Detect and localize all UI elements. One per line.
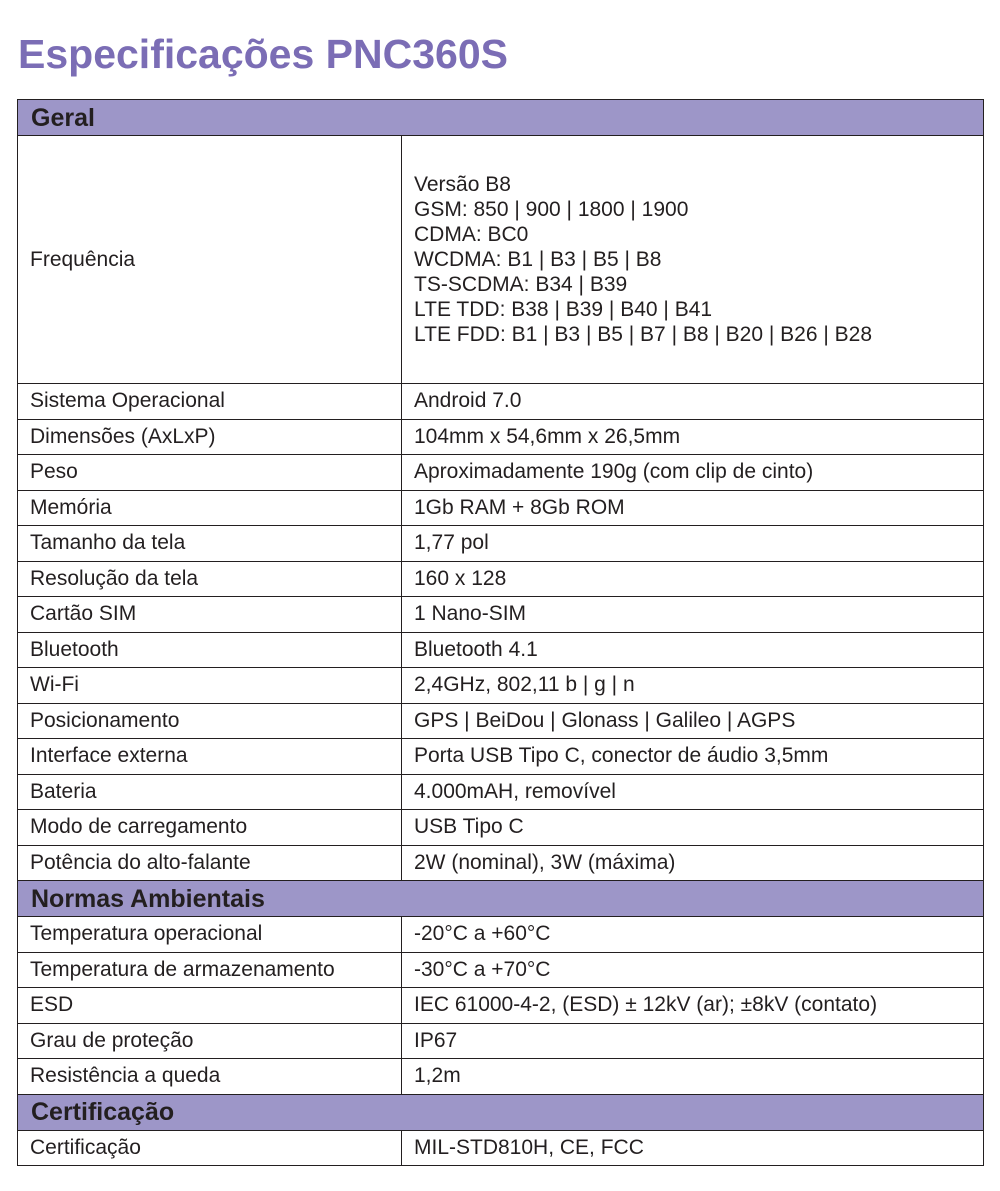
spec-label: Memória [18,490,402,526]
spec-table [17,99,984,1166]
spec-value: IEC 61000-4-2, (ESD) ± 12kV (ar); ±8kV (contato) [402,988,984,1024]
spec-value: 1,2m [402,1059,984,1095]
spec-label: Modo de carregamento [18,810,402,846]
frequency-item: LTE FDD: B1 | B3 | B5 | B7 | B8 | B20 | B26 | B28 [414,323,873,346]
frequency-item: LTE TDD: B38 | B39 | B40 | B41 [414,298,713,321]
spec-label: Bluetooth [18,632,402,668]
spec-value: Aproximadamente 190g (com clip de cinto) [402,455,984,491]
section-header-geral [18,100,984,136]
spec-row-frequencia [18,136,984,384]
spec-label: Frequência [18,136,402,384]
spec-row [18,597,984,633]
spec-label: Certificação [18,1130,402,1166]
spec-row [18,526,984,562]
spec-row [18,917,984,953]
spec-label: Bateria [18,774,402,810]
spec-row [18,774,984,810]
spec-value: 2W (nominal), 3W (máxima) [402,845,984,881]
spec-row [18,810,984,846]
page-title: Especificações PNC360S [18,31,508,77]
spec-value: Bluetooth 4.1 [402,632,984,668]
section-heading: Certificação [18,1094,984,1130]
spec-label: Sistema Operacional [18,384,402,420]
spec-row [18,632,984,668]
spec-value: 1,77 pol [402,526,984,562]
frequency-item: Versão B8 [414,173,511,196]
spec-value: 2,4GHz, 802,11 b | g | n [402,668,984,704]
spec-label: Temperatura operacional [18,917,402,953]
spec-row [18,988,984,1024]
spec-label: Cartão SIM [18,597,402,633]
spec-label: Wi-Fi [18,668,402,704]
spec-row [18,419,984,455]
spec-label: Temperatura de armazenamento [18,952,402,988]
spec-value: 160 x 128 [402,561,984,597]
spec-label: Tamanho da tela [18,526,402,562]
spec-label: Posicionamento [18,703,402,739]
spec-value: -30°C a +70°C [402,952,984,988]
spec-label: Interface externa [18,739,402,775]
spec-value: -20°C a +60°C [402,917,984,953]
section-heading: Geral [18,100,984,136]
spec-label: Dimensões (AxLxP) [18,419,402,455]
spec-value: 1 Nano-SIM [402,597,984,633]
section-heading: Normas Ambientais [18,881,984,917]
spec-value: IP67 [402,1023,984,1059]
spec-label: Resolução da tela [18,561,402,597]
spec-row [18,1023,984,1059]
spec-label: Peso [18,455,402,491]
frequency-list [414,172,983,347]
spec-value-frequency-list [402,136,984,384]
spec-value: GPS | BeiDou | Glonass | Galileo | AGPS [402,703,984,739]
spec-value: 4.000mAH, removível [402,774,984,810]
spec-row [18,561,984,597]
spec-label: Potência do alto-falante [18,845,402,881]
spec-row [18,668,984,704]
spec-row [18,1059,984,1095]
spec-row [18,384,984,420]
spec-label: Resistência a queda [18,1059,402,1095]
spec-row [18,952,984,988]
spec-value: Android 7.0 [402,384,984,420]
spec-row [18,1130,984,1166]
spec-value: 1Gb RAM + 8Gb ROM [402,490,984,526]
spec-row [18,455,984,491]
spec-row [18,739,984,775]
section-header-normas-ambientais [18,881,984,917]
spec-value: Porta USB Tipo C, conector de áudio 3,5mm [402,739,984,775]
spec-label: ESD [18,988,402,1024]
spec-row [18,845,984,881]
frequency-item: TS-SCDMA: B34 | B39 [414,273,628,296]
frequency-item: CDMA: BC0 [414,223,529,246]
spec-label: Grau de proteção [18,1023,402,1059]
spec-value: USB Tipo C [402,810,984,846]
frequency-item: WCDMA: B1 | B3 | B5 | B8 [414,248,662,271]
section-header-certificacao [18,1094,984,1130]
spec-row [18,490,984,526]
spec-row [18,703,984,739]
frequency-item: GSM: 850 | 900 | 1800 | 1900 [414,198,689,221]
spec-value: 104mm x 54,6mm x 26,5mm [402,419,984,455]
spec-value: MIL-STD810H, CE, FCC [402,1130,984,1166]
